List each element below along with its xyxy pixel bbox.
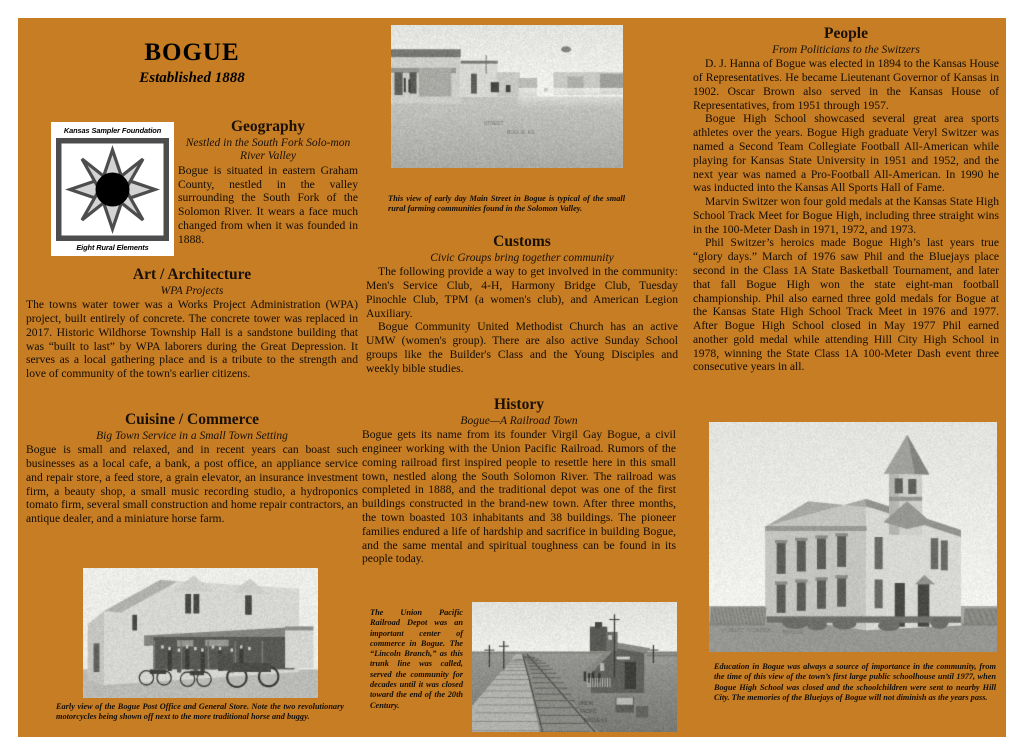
page-title: BOGUE <box>144 39 240 66</box>
section-people <box>693 25 999 374</box>
cuisine-heading: Cuisine / Commerce <box>124 411 260 428</box>
middle-column <box>362 18 682 737</box>
page-subtitle: Established 1888 <box>139 70 245 86</box>
union-pacific-railroad-depot-photo <box>472 602 677 732</box>
schoolhouse-photo-caption: Education in Bogue was always a source of importance in the community, from the time of this view of the town’s first large public schoolhouse until 1977, when Bogue High School was closed and the schoolchildren were sent to nearby Hill City. The memories of the Bluejays of Bogue will not diminish as the years pass. <box>714 662 996 702</box>
people-paragraph: Phil Switzer’s heroics made Bogue High’s last years true “glory days.” March of 1976 saw Phil and the Bluejays place second in the Class 1A State Basketball Tournament, and later that fall Bogue High won the state eight-man football championship. Phil also earned three gold medals for Bogue at the Kansas State High School Track Meet in 1976 and 1977. After Bogue High School closed in May 1977 Phil earned another gold medal while attending Hill City High School in 1978, winning the State Class 1A 100-Meter Dash event three consecutive years in all. <box>693 236 999 374</box>
customs-body <box>366 265 678 375</box>
history-subheading: Bogue—A Railroad Town <box>460 414 578 427</box>
people-heading: People <box>824 25 868 42</box>
right-column <box>686 18 1006 737</box>
geography-heading: Geography <box>230 118 306 135</box>
bogue-post-office-general-store-photo <box>83 568 318 698</box>
art-heading: Art / Architecture <box>132 266 252 283</box>
section-cuisine-commerce <box>26 411 358 526</box>
main-street-photo-caption: This view of early day Main Street in Bogue is typical of the small rural farming communities found in the Solomon Valley. <box>388 194 625 214</box>
art-body: The towns water tower was a Works Project Administration (WPA) project, built entirely of concrete. The concrete tower was replaced in 2017. Historic Wildhorse Township Hall is a sandstone building that was “built to last” by WPA laborers during the Great Depression. It serves as a local gathering place and is a tribute to the strength and love of community of the town's earlier citizens. <box>26 298 358 381</box>
people-body <box>693 57 999 374</box>
people-paragraph: Marvin Switzer won four gold medals at the Kansas State High School Track Meet for Bogue High, including three straight wins in the 100-Meter Dash in 1971, 1972, and 1973. <box>693 195 999 236</box>
section-geography <box>178 118 358 246</box>
cuisine-body: Bogue is small and relaxed, and in recent years can boast such businesses as a local cafe, a bank, a post office, an appliance service and repair store, a feed store, a grain elevator, an insurance investment firm, a beauty shop, a small music recording studio, a hydroponics tomato firm, several small construction and home repair contractors, an antique dealer, and a miniature horse farm. <box>26 443 358 526</box>
history-body: Bogue gets its name from its founder Virgil Gay Bogue, a civil engineer working with the Union Pacific Railroad. Rumors of the coming railroad first inspired people to resettle here in this small town, nestled along the South Solomon River. The railroad was completed in 1888, and the traditional depot was one of the first buildings constructed in the brand-new town. After three months, the town boasted 103 inhabitants and 38 buildings. The pioneer families endured a life of hardship and sacrifice in building Bogue, and the same mental and spiritual toughness can be found in its people today. <box>362 428 676 566</box>
customs-heading: Customs <box>493 233 551 250</box>
customs-paragraph: Bogue Community United Methodist Church has an active UMW (women's group). There are also active Sunday School groups like the Builder's Class and the Young Disciples and weekly bible studies. <box>366 320 678 375</box>
geography-body: Bogue is situated in eastern Graham County, nestled in the valley surrounding the South Fork of the Solomon River. It wears a face much changed from when it was founded in 1888. <box>178 163 358 246</box>
bogue-public-school-photo <box>709 422 997 652</box>
section-history <box>362 396 676 566</box>
early-day-main-street-photo <box>391 25 623 168</box>
section-customs <box>366 233 678 376</box>
left-column <box>18 18 358 737</box>
cuisine-subheading: Big Town Service in a Small Town Setting <box>96 429 288 442</box>
depot-photo-caption: The Union Pacific Railroad Depot was an important center of commerce in Bogue. The “Lincoln Branch,” as this trunk line was called, served the community for decades until it was closed toward the end of the 20th Century. <box>370 608 463 710</box>
logo-top-label: Kansas Sampler Foundation <box>63 126 162 135</box>
people-paragraph: D. J. Hanna of Bogue was elected in 1894 to the Kansas House of Representatives. He became Lieutenant Governor of Kansas in 1902. Oscar Brown also served in the Kansas House of Representatives, from 1951 through 1957. <box>693 57 999 112</box>
art-subheading: WPA Projects <box>160 284 224 297</box>
people-subheading: From Politicians to the Switzers <box>772 43 920 56</box>
geography-subheading: Nestled in the South Fork Solo-mon River Valley <box>185 136 351 163</box>
kansas-sampler-foundation-logo <box>51 122 174 256</box>
post-office-photo-caption: Early view of the Bogue Post Office and General Store. Note the two revolutionary motorcycles being shown off next to the more traditional horse and buggy. <box>56 702 344 722</box>
poster-page <box>18 18 1006 737</box>
section-art-architecture <box>26 266 358 381</box>
history-heading: History <box>494 396 544 413</box>
people-paragraph: Bogue High School showcased several great area sports athletes over the years. Bogue High graduate Veryl Switzer was named a Second Team Collegiate Football All-American while playing for Kansas State University in 1951 and 1952, and the next year was named a Pro-Football All-American. In 1990 he was inducted into the Kansas All Sports Hall of Fame. <box>693 112 999 195</box>
customs-paragraph: The following provide a way to get involved in the community: Men's Service Club, 4-H, Harmony Bridge Club, Tuesday Pinochle Club, TPM (a women's club), and American Legion Auxiliary. <box>366 265 678 320</box>
eight-point-star-quilt-icon <box>56 138 169 241</box>
logo-bottom-label: Eight Rural Elements <box>76 243 149 253</box>
customs-subheading: Civic Groups bring together community <box>430 251 614 264</box>
